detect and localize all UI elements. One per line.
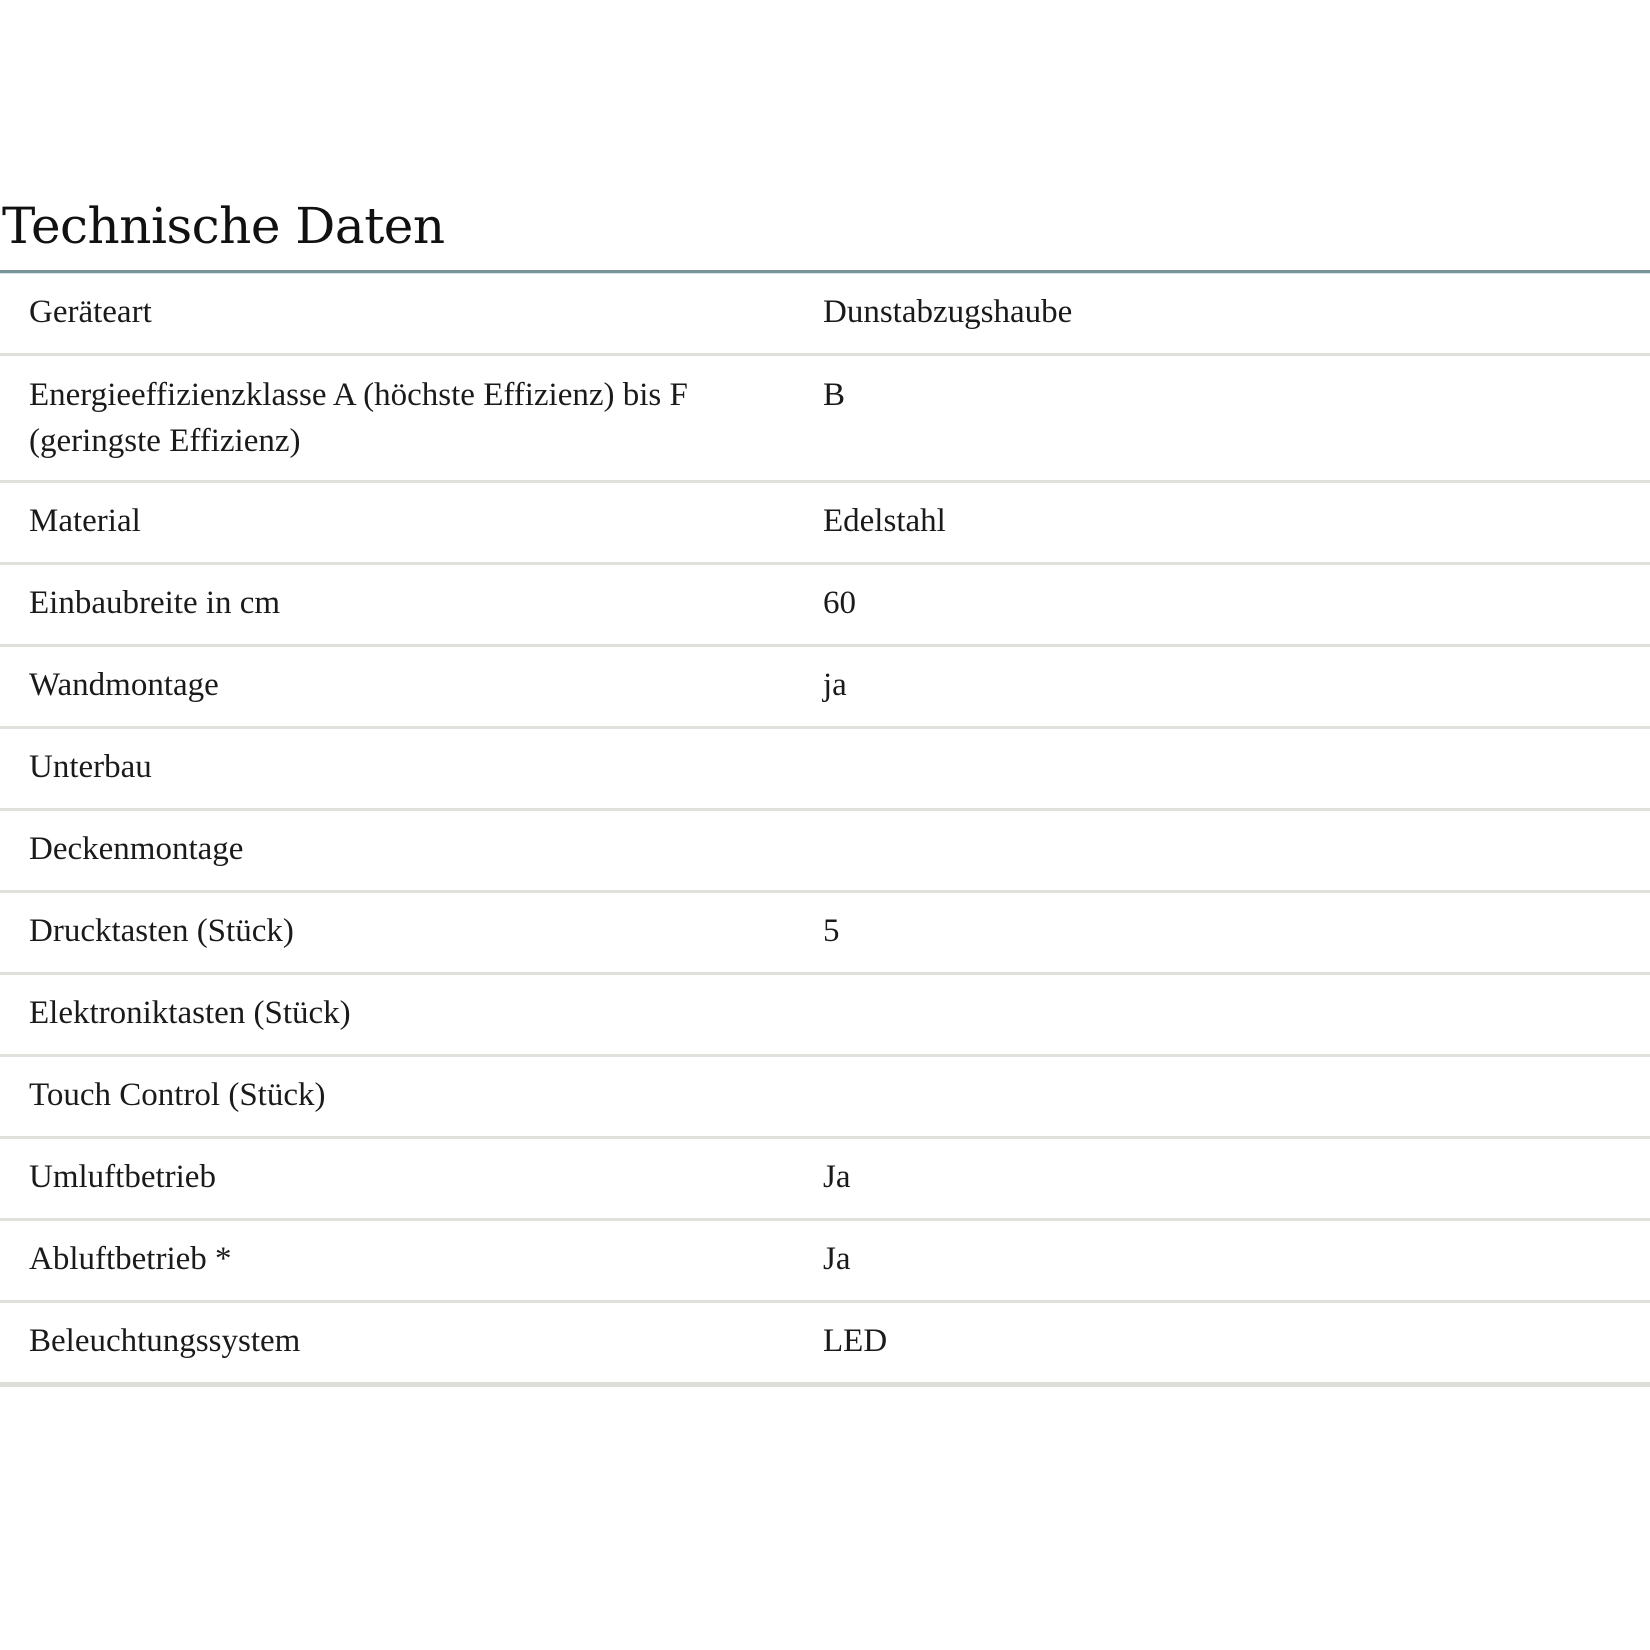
table-row (0, 482, 1650, 564)
spec-label: Touch Control (Stück) (29, 1077, 326, 1113)
spec-label: Abluftbetrieb * (29, 1241, 232, 1277)
spec-label: Energieeffizienzklasse A (höchste Effizienz) bis F (geringste Effizienz) (29, 377, 688, 459)
technical-data-section (0, 196, 1650, 1387)
spec-label: Unterbau (29, 749, 152, 785)
table-row (0, 564, 1650, 646)
spec-label: Elektroniktasten (Stück) (29, 995, 351, 1031)
specs-table (0, 274, 1650, 1387)
section-title: Technische Daten (2, 197, 445, 255)
table-row (0, 355, 1650, 482)
spec-value: ja (823, 667, 847, 703)
spec-label: Wandmontage (29, 667, 219, 703)
spec-value (823, 974, 1650, 1056)
spec-value: Ja (823, 1159, 851, 1195)
spec-label: Geräteart (29, 294, 152, 330)
table-row (0, 974, 1650, 1056)
table-row (0, 274, 1650, 355)
spec-label: Deckenmontage (29, 831, 244, 867)
spec-value: Ja (823, 1241, 851, 1277)
table-row (0, 646, 1650, 728)
spec-value: B (823, 377, 846, 413)
spec-value: 5 (823, 913, 840, 949)
spec-label: Einbaubreite in cm (29, 585, 281, 621)
table-row (0, 1138, 1650, 1220)
spec-label: Drucktasten (Stück) (29, 913, 294, 949)
spec-label: Material (29, 503, 141, 539)
spec-value: Edelstahl (823, 503, 946, 539)
table-row (0, 810, 1650, 892)
spec-value (823, 810, 1650, 892)
spec-label: Beleuchtungssystem (29, 1323, 301, 1359)
table-row (0, 1056, 1650, 1138)
spec-label: Umluftbetrieb (29, 1159, 216, 1195)
table-row (0, 1220, 1650, 1302)
spec-value (823, 1056, 1650, 1138)
table-row (0, 1302, 1650, 1385)
spec-value (823, 728, 1650, 810)
spec-value: LED (823, 1323, 888, 1359)
spec-value: Dunstabzugshaube (823, 294, 1073, 330)
table-row (0, 728, 1650, 810)
table-row (0, 892, 1650, 974)
spec-value: 60 (823, 585, 856, 621)
